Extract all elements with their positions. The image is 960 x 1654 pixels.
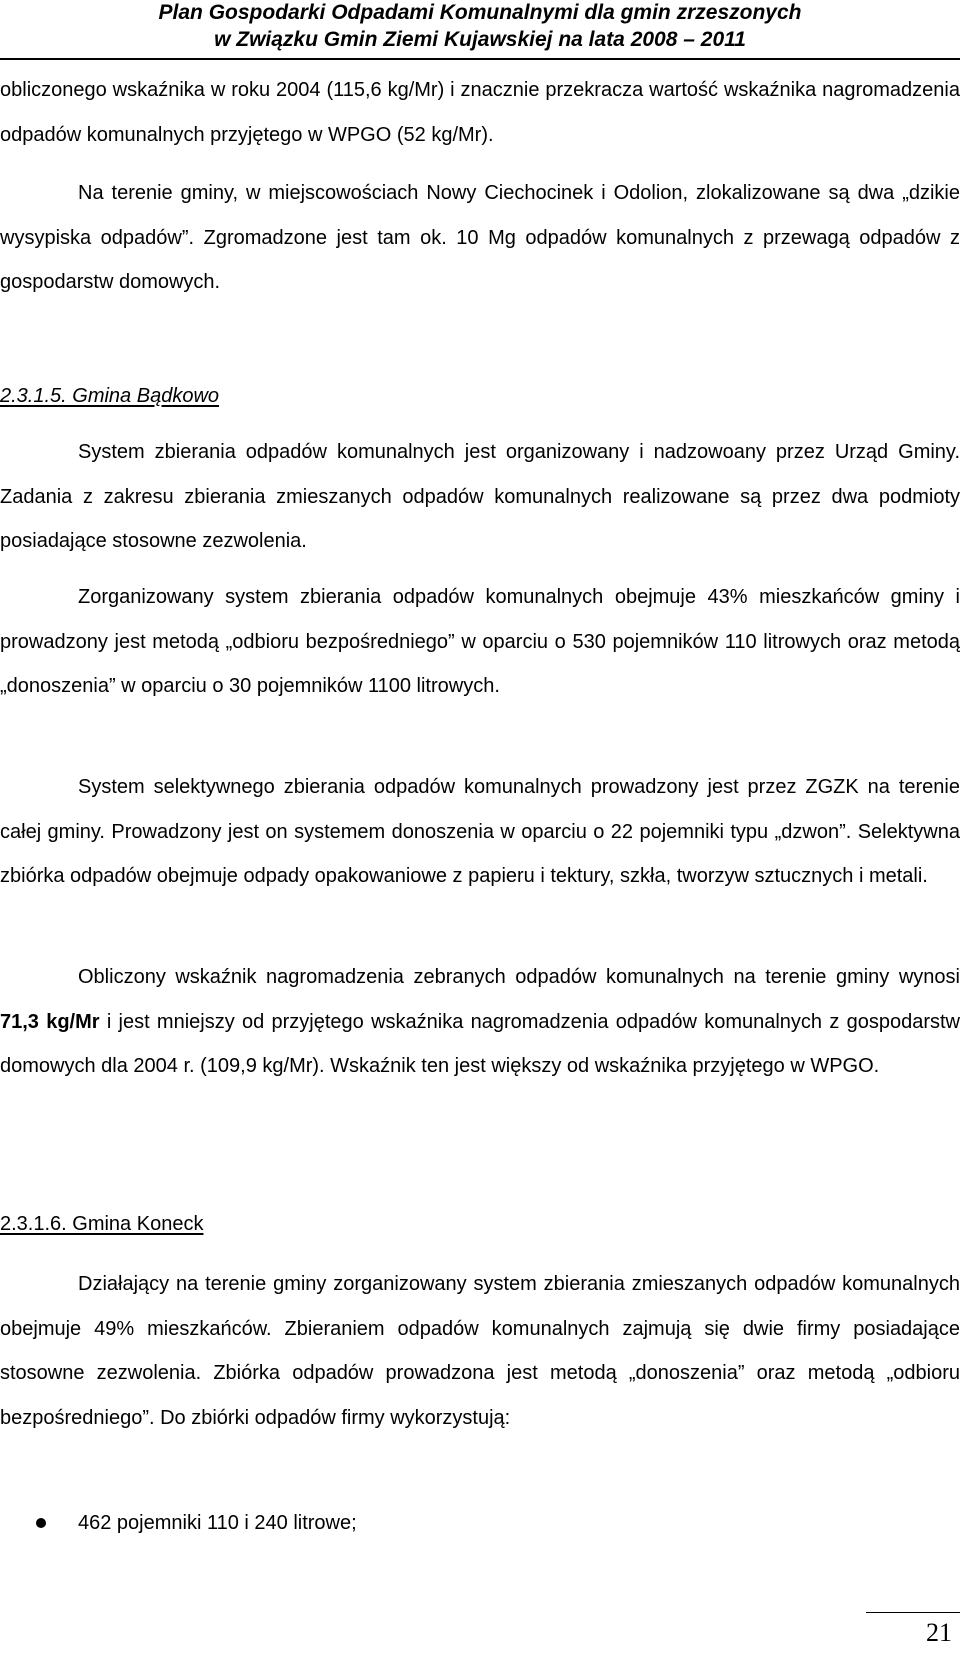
paragraph-wpgo-comparison: obliczonego wskaźnika w roku 2004 (115,6 kg/Mr) i znacznie przekracza wartość wskaźnika nagromadzenia odpadów komunalnych przyjętego w WPGO (52 kg/Mr). xyxy=(0,79,960,146)
paragraph-badkowo-indicator xyxy=(0,955,960,1089)
paragraph-koneck-system xyxy=(0,1262,960,1440)
list-item xyxy=(0,1501,960,1545)
section-heading-koneck-text: 2.3.1.6. Gmina Koneck xyxy=(0,1213,204,1235)
page-header xyxy=(0,0,960,60)
paragraph-badkowo-selective xyxy=(0,765,960,899)
bullet-icon xyxy=(36,1518,46,1528)
indicator-value: 71,3 kg/Mr xyxy=(0,1010,100,1033)
paragraph-badkowo-system-text: System zbierania odpadów komunalnych jest organizowany i nadzowoany przez Urząd Gminy. Zadania z zakresu zbierania zmieszanych odpadów komunalnych realizowane są przez dwa podmioty posiadające stosowne zezwolenia. xyxy=(0,441,960,552)
paragraph-illegal-dumps-text: Na terenie gminy, w miejscowościach Nowy Ciechocinek i Odolion, zlokalizowane są dwa „dzikie wysypiska odpadów”. Zgromadzone jest tam ok. 10 Mg odpadów komunalnych z przewagą odpadów z gospodarstw domowych. xyxy=(0,182,960,293)
paragraph-badkowo-indicator-before: Obliczony wskaźnik nagromadzenia zebranych odpadów komunalnych na terenie gminy wynosi xyxy=(78,966,960,988)
footer-divider xyxy=(866,1612,960,1613)
paragraph-badkowo-system xyxy=(0,430,960,564)
paragraph-badkowo-indicator-after: i jest mniejszy od przyjętego wskaźnika nagromadzenia odpadów komunalnych z gospodarstw domowych dla 2004 r. (109,9 kg/Mr). Wskaźnik ten jest większy od wskaźnika przyjętego w WPGO. xyxy=(0,1010,960,1077)
section-heading-koneck xyxy=(0,1202,960,1246)
paragraph-badkowo-coverage xyxy=(0,575,960,709)
list-item-text: 462 pojemniki 110 i 240 litrowe; xyxy=(78,1512,357,1534)
paragraph-illegal-dumps xyxy=(0,171,960,305)
paragraph-badkowo-coverage-text: Zorganizowany system zbierania odpadów komunalnych obejmuje 43% mieszkańców gminy i prowadzony jest metodą „odbioru bezpośredniego” w oparciu o 530 pojemników 110 litrowych oraz metodą „donoszenia” w oparciu o 30 pojemników 1100 litrowych. xyxy=(0,586,960,697)
paragraph-badkowo-selective-text: System selektywnego zbierania odpadów komunalnych prowadzony jest przez ZGZK na terenie całej gminy. Prowadzony jest on systemem donoszenia w oparciu o 22 pojemniki typu „dzwon”. Selektywna zbiórka odpadów obejmuje odpady opakowaniowe z papieru i tektury, szkła, tworzyw sztucznych i metali. xyxy=(0,776,960,887)
header-divider xyxy=(0,58,960,60)
paragraph-koneck-system-text: Działający na terenie gminy zorganizowany system zbierania zmieszanych odpadów komunalnych obejmuje 49% mieszkańców. Zbieraniem odpadów komunalnych zajmują się dwie firmy posiadające stosowne zezwolenia. Zbiórka odpadów prowadzona jest metodą „donoszenia” oraz metodą „odbioru bezpośredniego”. Do zbiórki odpadów firmy wykorzystują: xyxy=(0,1273,960,1429)
header-title-line-1: Plan Gospodarki Odpadami Komunalnymi dla gmin zrzeszonych xyxy=(158,1,802,24)
header-title-line-2: w Związku Gmin Ziemi Kujawskiej na lata 2008 – 2011 xyxy=(214,28,746,51)
section-heading-badkowo xyxy=(0,374,960,418)
section-heading-badkowo-text: 2.3.1.5. Gmina Bądkowo xyxy=(0,385,220,407)
page-number: 21 xyxy=(926,1618,952,1647)
container-bullet-list xyxy=(0,1501,960,1545)
